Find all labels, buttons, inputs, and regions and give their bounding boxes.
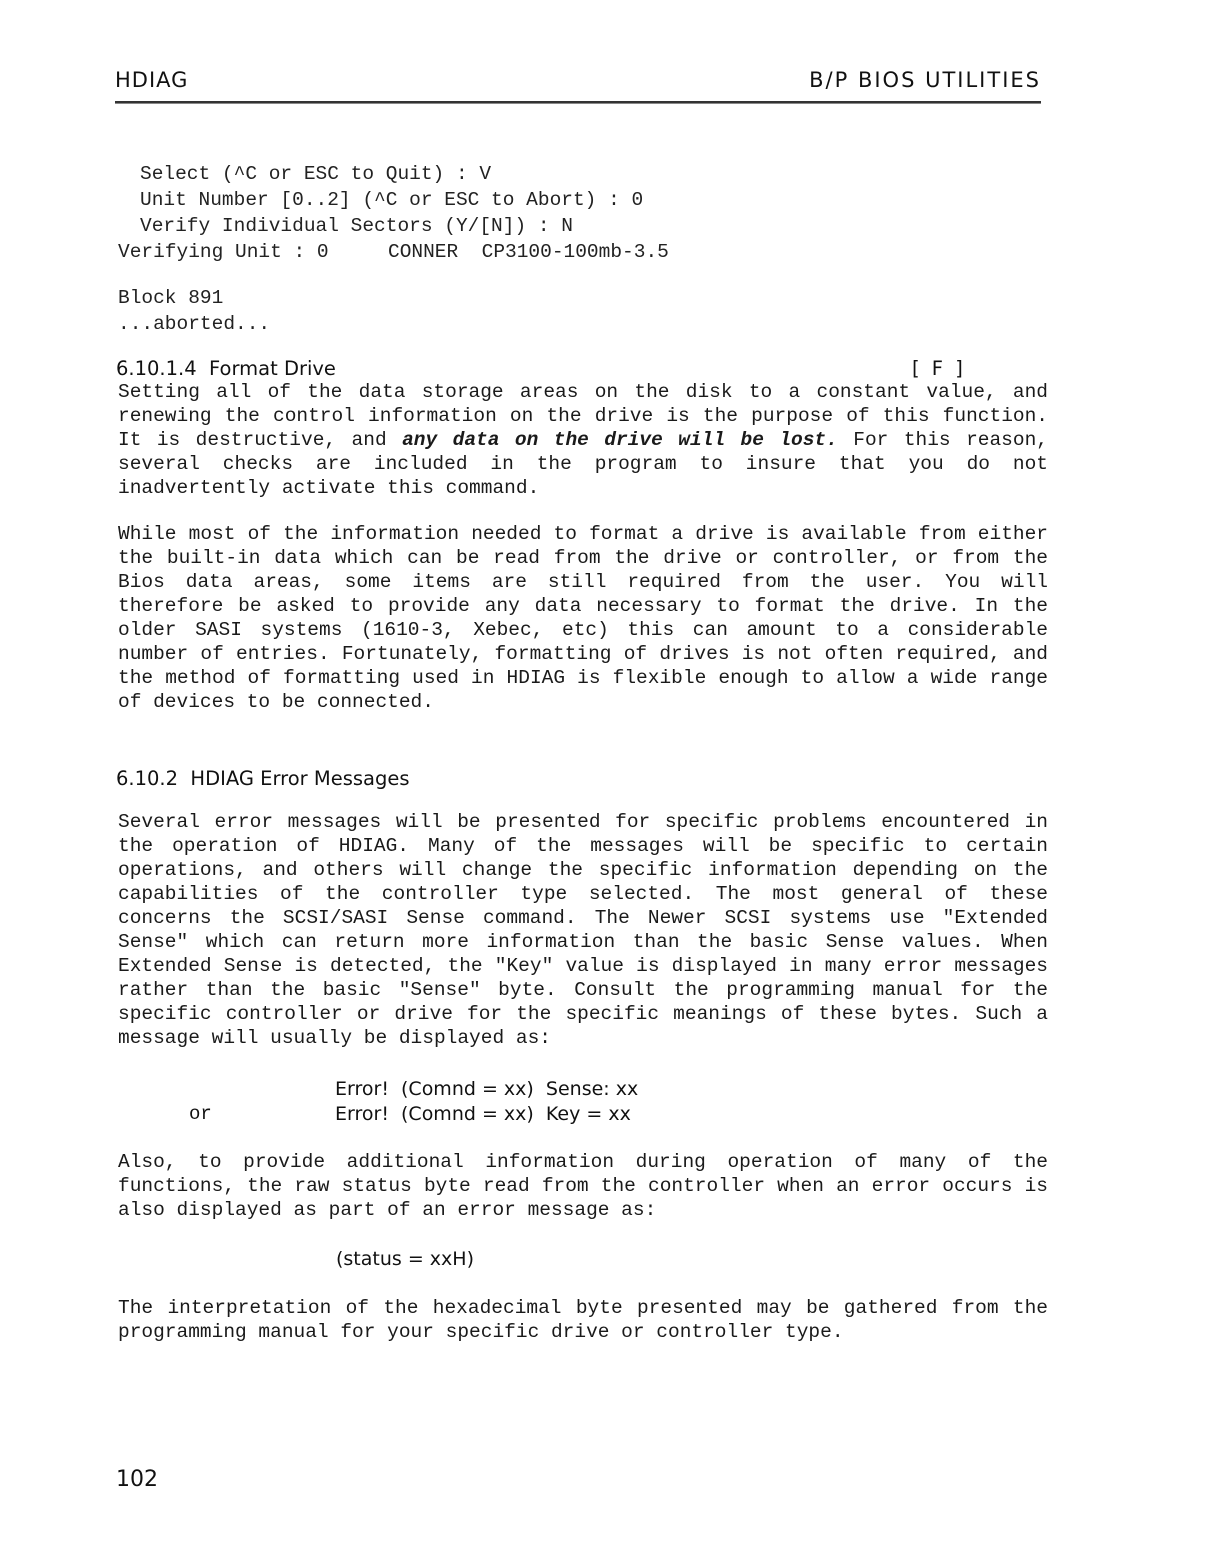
- section-heading-error-messages: 6.10.2 HDIAG Error Messages: [116, 767, 410, 790]
- screen-line-unit: Unit Number [0..2] (^C or ESC to Abort) : 0: [140, 189, 644, 211]
- paragraph-interpretation: [118, 1296, 1048, 1344]
- paragraph-status-intro: [118, 1150, 1048, 1222]
- page-number: 102: [116, 1467, 158, 1492]
- paragraph-text: Several error messages will be presented for specific problems encountered in the operation of HDIAG. Many of the messages will be specific to certain operations, and others will change the specific information depending on the capabilities of the controller type selected. The most general of these concerns the SCSI/SASI Sense command. The Newer SCSI systems use "Extended Sense" which can return more information than the basic Sense values. When Extended Sense is detected, the "Key" value is displayed in many error messages rather than the basic "Sense" byte. Consult the programming manual for the specific controller or drive for the specific meanings of these bytes. Such a message will usually be displayed as:: [118, 811, 1048, 1049]
- screen-line-verifying: Verifying Unit : 0: [118, 241, 329, 263]
- screen-line-select: Select (^C or ESC to Quit) : V: [140, 163, 492, 185]
- paragraph-text: Also, to provide additional information during operation of many of the functions, the raw status byte read from the controller when an error occurs is also displayed as part of an error message as:: [118, 1151, 1048, 1221]
- or-separator: or: [189, 1103, 212, 1125]
- error-message-key: Error! (Comnd = xx) Key = xx: [335, 1103, 631, 1125]
- screen-line-drive-id: CONNER CP3100-100mb-3.5: [388, 241, 669, 263]
- running-header-title: HDIAG: [115, 68, 189, 92]
- text-run: Setting all of the data storage areas on the disk to a constant value, and renewing the control information on the drive is the purpose of this function. It is destructive, and: [118, 381, 1048, 451]
- screen-line-verify: Verify Individual Sectors (Y/[N]) : N: [140, 215, 573, 237]
- paragraph-format-details: [118, 522, 1048, 714]
- emphasis-data-lost: any data on the drive will be lost.: [402, 429, 838, 451]
- section-key-format-drive: [ F ]: [912, 357, 966, 380]
- header-rule: [115, 101, 1041, 104]
- paragraph-format-intro: [118, 380, 1048, 500]
- error-message-sense: Error! (Comnd = xx) Sense: xx: [335, 1078, 639, 1100]
- section-heading-format-drive: 6.10.1.4 Format Drive: [116, 357, 336, 380]
- paragraph-error-intro: [118, 810, 1048, 1050]
- running-header-section: B/P BIOS UTILITIES: [809, 68, 1041, 92]
- screen-line-block: Block 891: [118, 287, 224, 309]
- text-run: For this reason, several checks are included in the program to insure that you do not inadvertently activate this command.: [118, 429, 1048, 499]
- paragraph-text: While most of the information needed to format a drive is available from either the built-in data which can be read from the drive or controller, or from the Bios data areas, some items are still required from the user. You will therefore be asked to provide any data necessary to format the drive. In the older SASI systems (1610-3, Xebec, etc) this can amount to a considerable number of entries. Fortunately, formatting of drives is not often required, and the method of formatting used in HDIAG is flexible enough to allow a wide range of devices to be connected.: [118, 523, 1048, 713]
- screen-line-aborted: ...aborted...: [118, 313, 271, 335]
- paragraph-text: The interpretation of the hexadecimal byte presented may be gathered from the programming manual for your specific drive or controller type.: [118, 1297, 1048, 1343]
- status-message: (status = xxH): [336, 1248, 474, 1270]
